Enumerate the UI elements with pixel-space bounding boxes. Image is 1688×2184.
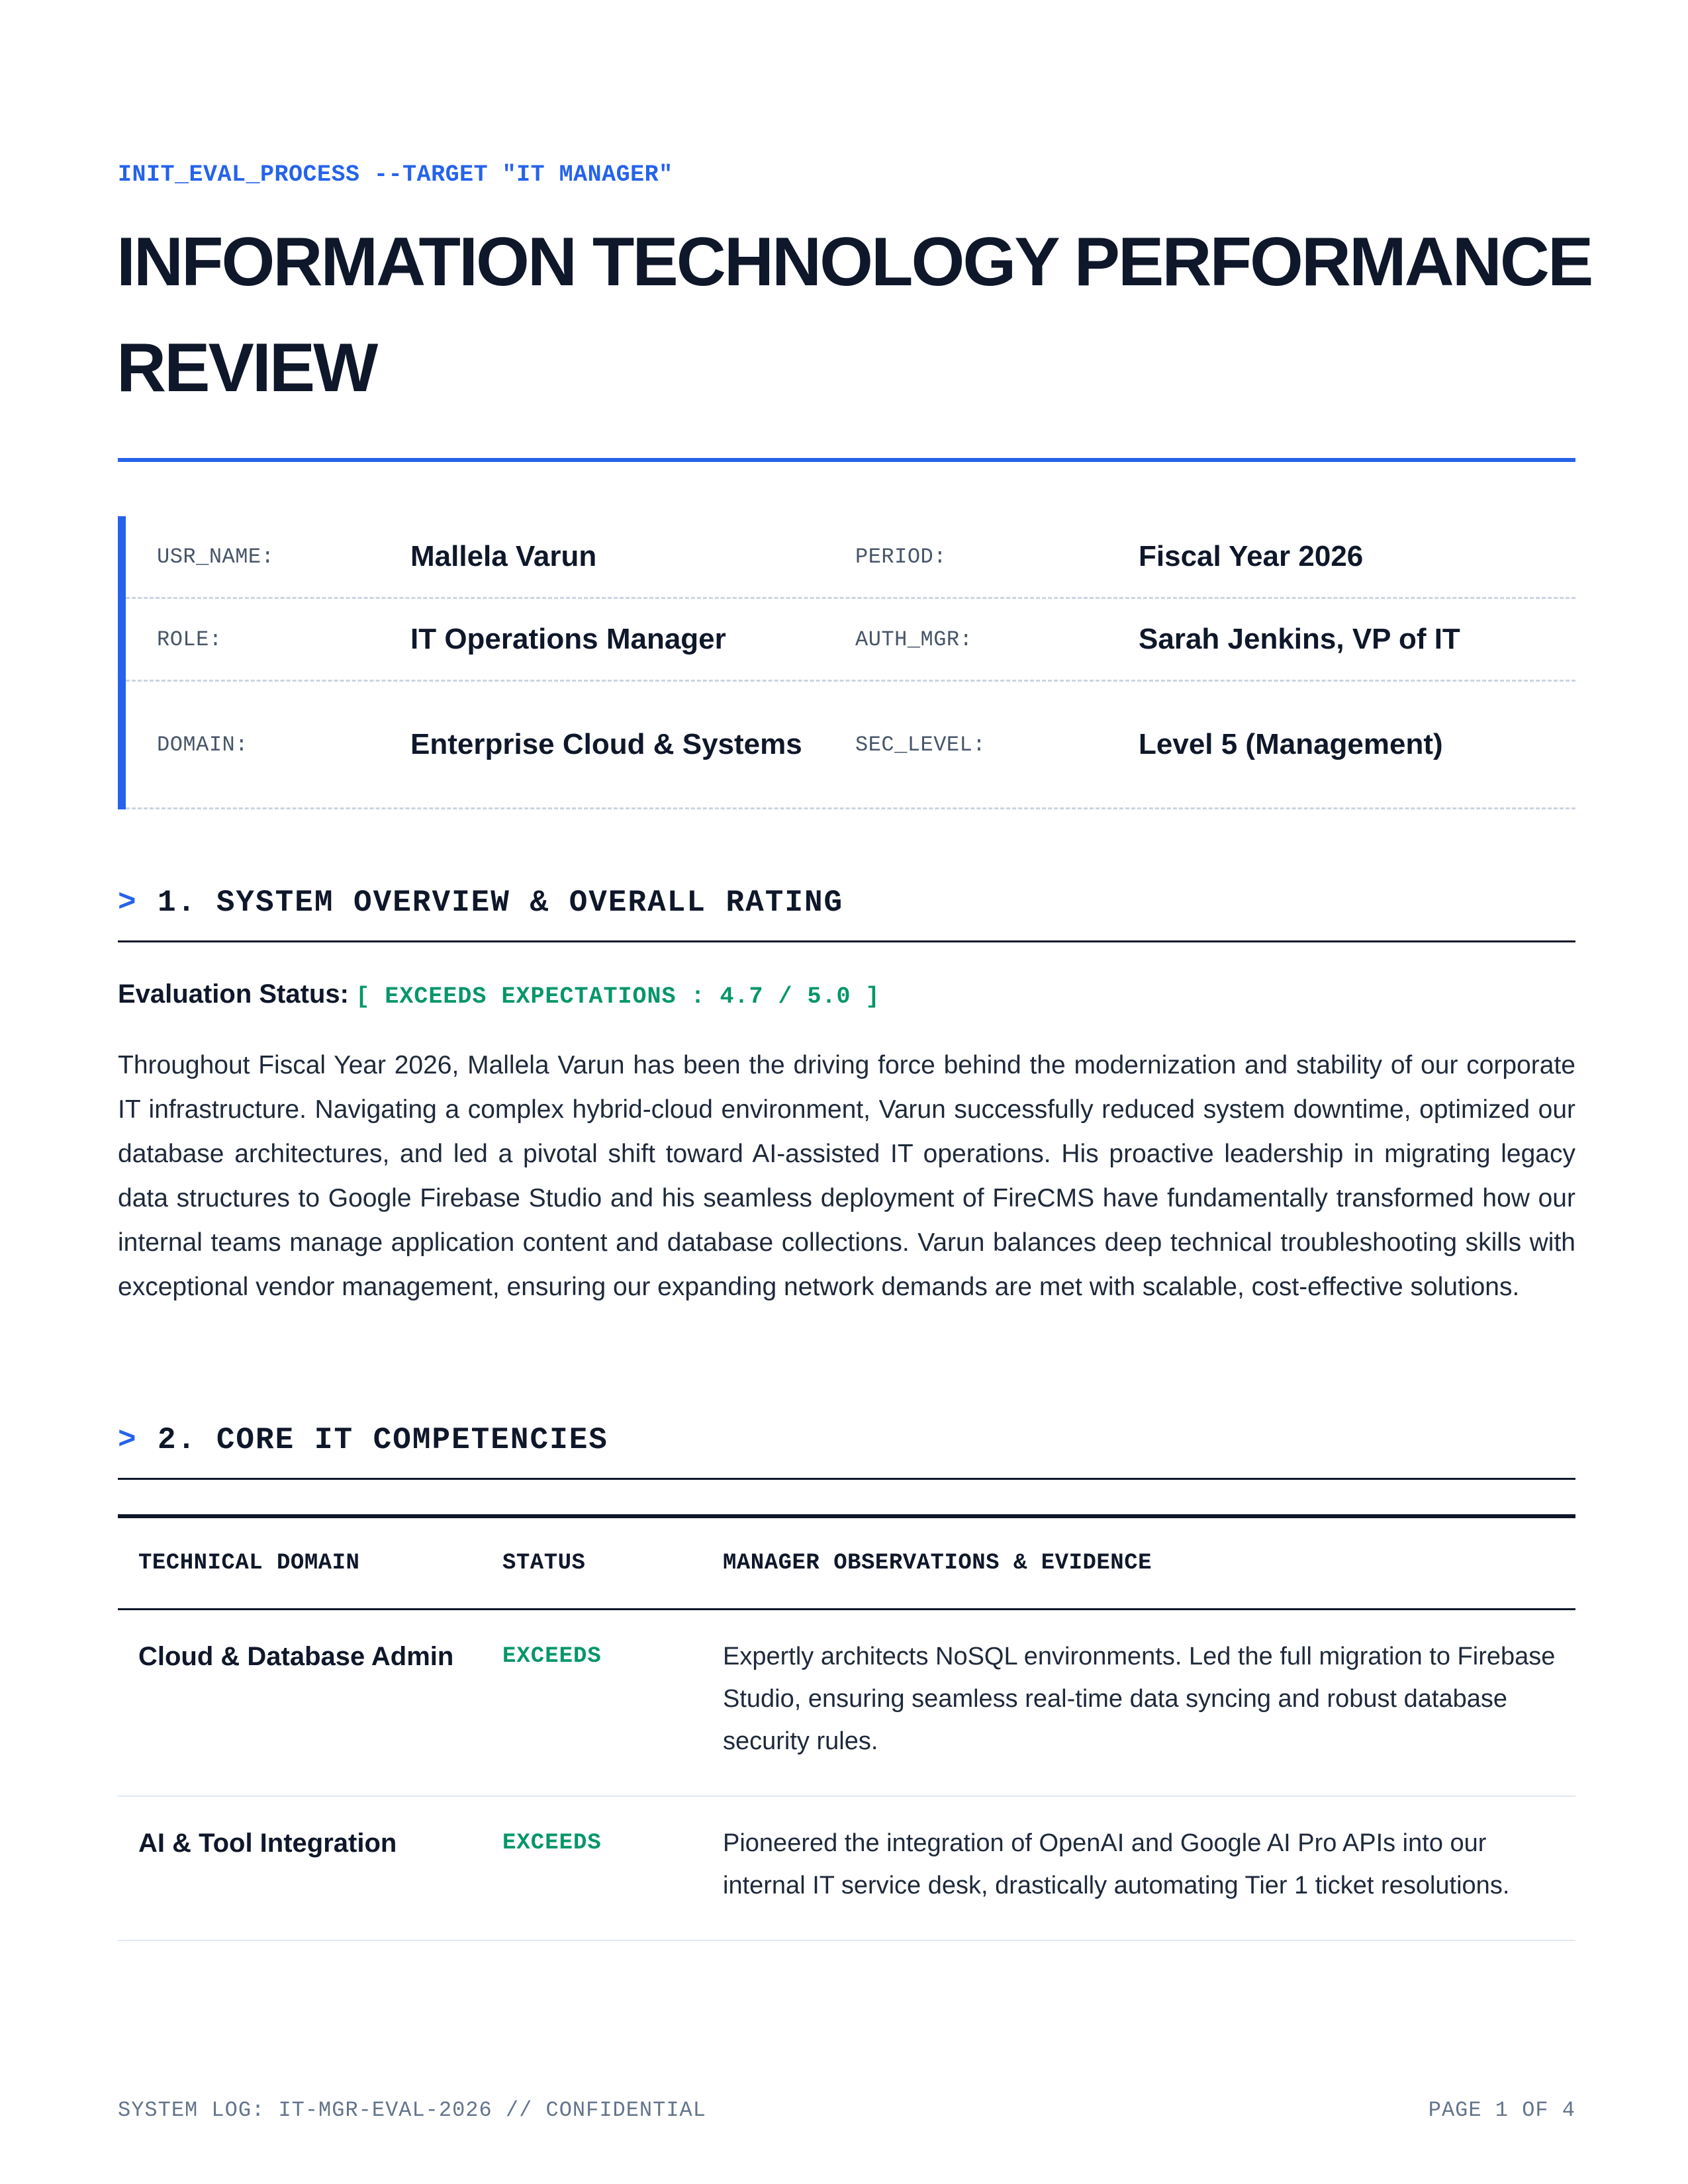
prompt-chevron-icon: > (118, 886, 136, 920)
auth-mgr-value: Sarah Jenkins, VP of IT (1139, 623, 1460, 655)
table-row (118, 1796, 1575, 1940)
column-header-domain: TECHNICAL DOMAIN (138, 1551, 360, 1576)
meta-row (126, 682, 1575, 809)
observation-cell: Expertly architects NoSQL environments. Led the full migration to Firebase Studio, ensuring seamless real-time data syncing and robust database security rules. (723, 1643, 1556, 1755)
section-heading-competencies (118, 1423, 1575, 1480)
evaluation-status (118, 979, 880, 1010)
table-row (118, 1610, 1575, 1797)
footer-system-log: SYSTEM LOG: IT-MGR-EVAL-2026 // CONFIDENTIAL (118, 2098, 706, 2122)
section-heading-overview (118, 886, 1575, 942)
usr-name-value: Mallela Varun (410, 540, 597, 572)
status-cell: EXCEEDS (502, 1831, 602, 1856)
period-label: PERIOD: (855, 544, 947, 569)
auth-mgr-label: AUTH_MGR: (855, 627, 973, 652)
role-label: ROLE: (157, 627, 222, 652)
evaluation-status-label: Evaluation Status: (118, 979, 349, 1009)
document-title: INFORMATION TECHNOLOGY PERFORMANCE REVIEW (117, 224, 1592, 406)
section-title: 2. CORE IT COMPETENCIES (158, 1423, 608, 1457)
overview-summary: Throughout Fiscal Year 2026, Mallela Varun has been the driving force behind the modernization and stability of our corporate IT infrastructure. Navigating a complex hybrid-cloud environment, Varun successfully reduced system downtime, optimized our database architectures, and led a pivotal shift toward AI-assisted IT operations. His proactive leadership in migrating legacy data structures to Google Firebase Studio and his seamless deployment of FireCMS have fundamentally transformed how our internal teams manage application content and database collections. Varun balances deep technical troubleshooting skills with exceptional vendor management, ensuring our expanding network demands are met with scalable, cost-effective solutions. (118, 1051, 1575, 1301)
domain-cell: AI & Tool Integration (138, 1829, 397, 1858)
command-line: INIT_EVAL_PROCESS --TARGET "IT MANAGER" (118, 161, 673, 188)
employee-meta-block (118, 516, 1575, 809)
sec-level-value: Level 5 (Management) (1139, 728, 1443, 760)
observation-cell: Pioneered the integration of OpenAI and Google AI Pro APIs into our internal IT service desk, drastically automating Tier 1 ticket resolutions. (723, 1829, 1510, 1899)
prompt-chevron-icon: > (118, 1423, 136, 1457)
sec-level-label: SEC_LEVEL: (855, 732, 986, 757)
status-cell: EXCEEDS (502, 1644, 602, 1669)
column-header-observations: MANAGER OBSERVATIONS & EVIDENCE (723, 1551, 1152, 1576)
meta-row (126, 516, 1575, 599)
title-divider (118, 458, 1575, 462)
period-value: Fiscal Year 2026 (1139, 540, 1364, 572)
domain-cell: Cloud & Database Admin (138, 1642, 454, 1671)
usr-name-label: USR_NAME: (157, 544, 275, 569)
evaluation-status-badge: [ EXCEEDS EXPECTATIONS : 4.7 / 5.0 ] (355, 983, 880, 1010)
section-title: 1. SYSTEM OVERVIEW & OVERALL RATING (158, 886, 844, 920)
role-value: IT Operations Manager (410, 623, 726, 655)
meta-row (126, 599, 1575, 682)
footer-page-number: PAGE 1 OF 4 (1428, 2098, 1575, 2122)
table-header-row (118, 1516, 1575, 1610)
competencies-table (118, 1514, 1575, 1941)
domain-value: Enterprise Cloud & Systems (410, 728, 802, 760)
column-header-status: STATUS (502, 1551, 586, 1576)
domain-label: DOMAIN: (157, 732, 248, 757)
